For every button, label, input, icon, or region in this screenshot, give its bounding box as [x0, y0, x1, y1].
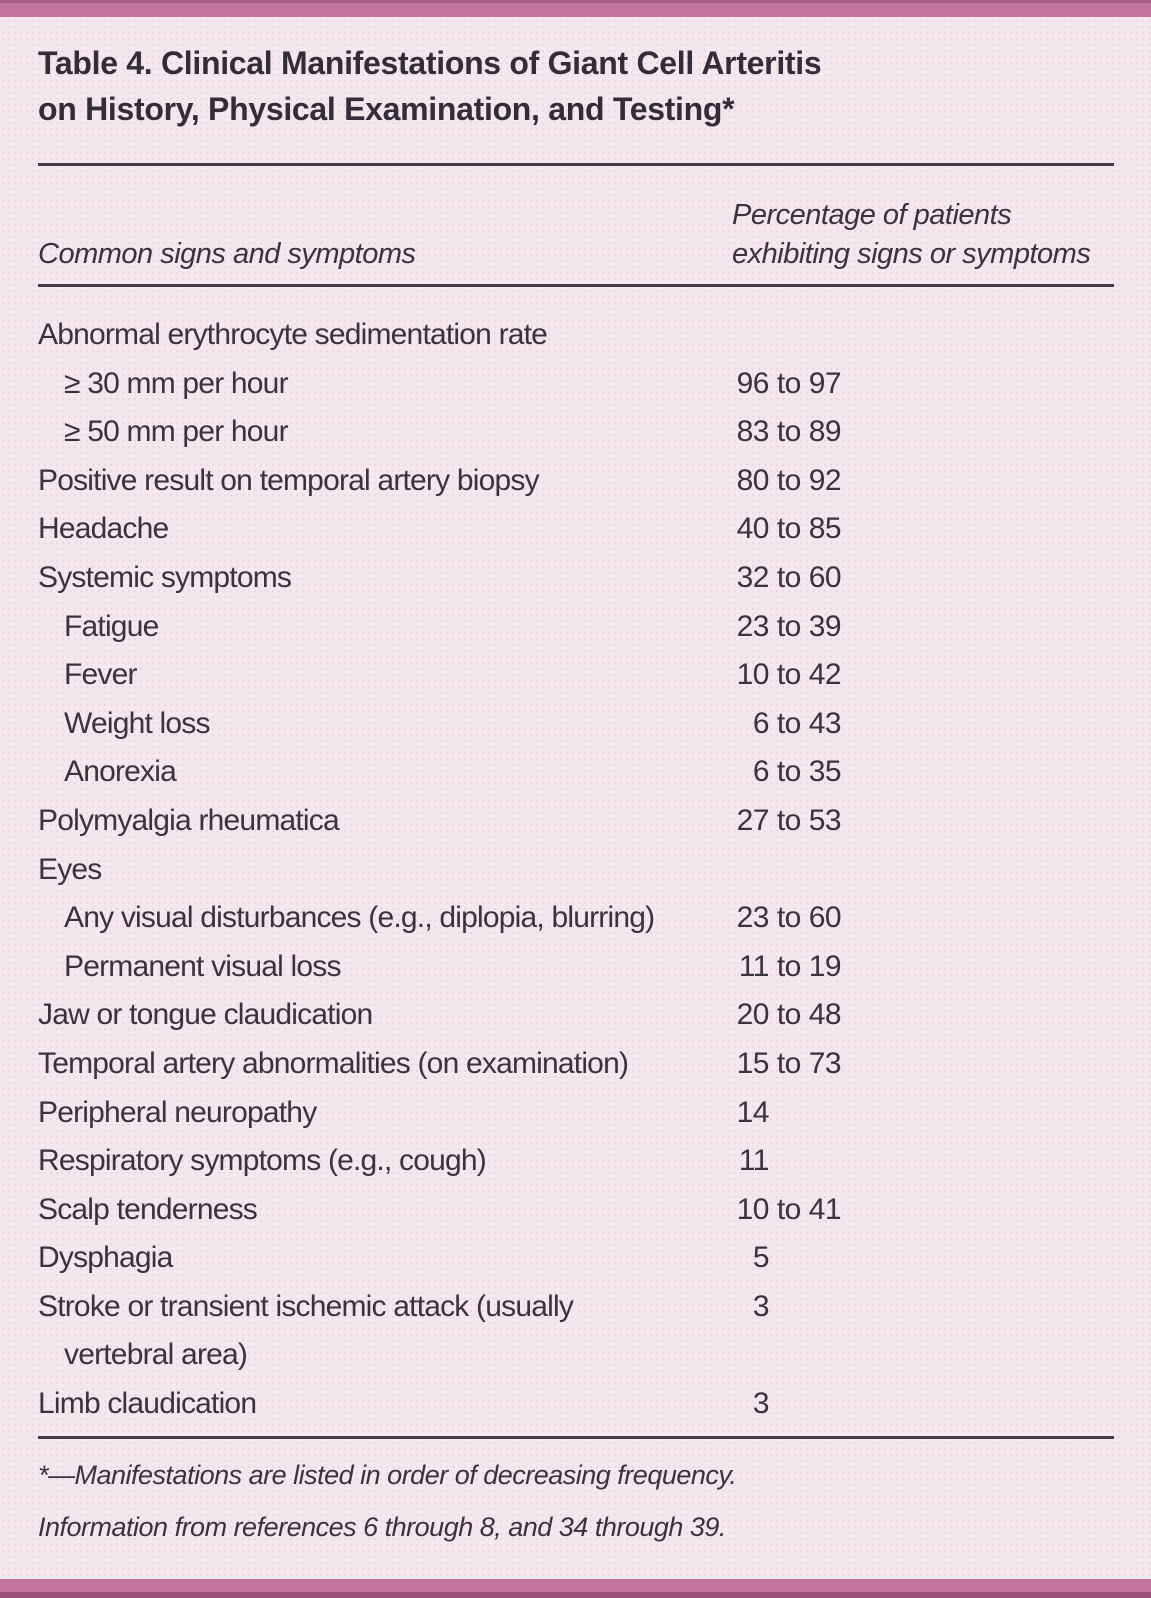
header-bottom-rule — [38, 284, 1114, 287]
table-row — [38, 846, 1114, 895]
row-value-from: 96 — [736, 366, 769, 400]
row-value-to: to 35 — [769, 755, 842, 789]
row-label-line1: Positive result on temporal artery biopsy — [38, 463, 539, 497]
row-value — [732, 603, 1114, 652]
row-value-from: 15 — [736, 1046, 769, 1080]
row-label — [38, 651, 732, 700]
row-label — [38, 457, 732, 506]
row-label — [38, 700, 732, 749]
row-value-to: to 43 — [769, 706, 842, 740]
row-label-line1: Headache — [38, 512, 169, 546]
row-value-to: to 53 — [769, 803, 842, 837]
row-label-line1: ≥ 30 mm per hour — [64, 366, 288, 400]
table-row — [38, 360, 1114, 409]
row-label-line1: Polymyalgia rheumatica — [38, 803, 339, 837]
row-value-from: 32 — [736, 560, 769, 594]
row-label-line1: Fatigue — [64, 609, 159, 643]
row-label — [38, 1186, 732, 1235]
row-value-to: to 97 — [769, 366, 842, 400]
row-value — [732, 505, 1114, 554]
row-label-line2: vertebral area) — [64, 1338, 248, 1372]
row-label-line1: Fever — [64, 658, 137, 692]
row-label — [38, 603, 732, 652]
row-value — [732, 554, 1114, 603]
column-header-signs: Common signs and symptoms — [38, 238, 416, 270]
row-value — [732, 991, 1114, 1040]
row-value — [732, 943, 1114, 992]
row-value-from: 23 — [736, 609, 769, 643]
row-label-line1: Limb claudication — [38, 1387, 257, 1421]
row-value-to: to 19 — [769, 949, 842, 983]
row-label-line1: Any visual disturbances (e.g., diplopia, blurring) — [64, 901, 655, 935]
table-row — [38, 748, 1114, 797]
row-value-from: 40 — [736, 512, 769, 546]
row-value — [732, 651, 1114, 700]
row-label — [38, 991, 732, 1040]
table-row — [38, 1283, 1114, 1380]
row-label — [38, 311, 732, 360]
table-row — [38, 603, 1114, 652]
table-row — [38, 700, 1114, 749]
footnote-references: Information from references 6 through 8, and 34 through 39. — [38, 1512, 726, 1542]
table-title-line2: on History, Physical Examination, and Testing* — [38, 91, 735, 127]
row-label-line1: Temporal artery abnormalities (on examination) — [38, 1046, 629, 1080]
header-top-rule — [38, 163, 1114, 166]
footnote-manifestations: *—Manifestations are listed in order of decreasing frequency. — [38, 1460, 737, 1490]
row-value-to: to 48 — [769, 998, 842, 1032]
row-label — [38, 554, 732, 603]
row-value-from: 11 — [738, 1144, 769, 1178]
row-label — [38, 1137, 732, 1186]
row-value-to: to 41 — [769, 1192, 842, 1226]
row-label-line1: Weight loss — [64, 706, 210, 740]
row-value-to: to 85 — [769, 512, 842, 546]
row-value-from: 10 — [736, 1192, 769, 1226]
row-value-to: to 73 — [769, 1046, 842, 1080]
row-value — [732, 1234, 1114, 1283]
footer-rule — [38, 1436, 1114, 1439]
row-value-from: 20 — [736, 998, 769, 1032]
row-label — [38, 1234, 732, 1283]
row-label — [38, 797, 732, 846]
row-label — [38, 894, 732, 943]
row-value-to: to 92 — [769, 463, 842, 497]
row-value — [732, 797, 1114, 846]
row-value — [732, 1089, 1114, 1138]
column-headers — [38, 196, 1114, 274]
row-label-line1: Jaw or tongue claudication — [38, 998, 373, 1032]
row-value-from: 3 — [752, 1289, 769, 1323]
row-label — [38, 505, 732, 554]
row-value — [732, 1283, 1114, 1380]
table-row — [38, 1040, 1114, 1089]
row-label — [38, 1380, 732, 1429]
row-value — [732, 1040, 1114, 1089]
row-value-from: 83 — [736, 415, 769, 449]
row-value — [732, 1186, 1114, 1235]
row-label-line1: Peripheral neuropathy — [38, 1095, 317, 1129]
row-value-from: 5 — [752, 1241, 769, 1275]
table-row — [38, 894, 1114, 943]
row-value-from: 27 — [736, 803, 769, 837]
row-label-line1: Scalp tenderness — [38, 1192, 258, 1226]
row-value-from: 3 — [752, 1387, 769, 1421]
table-row — [38, 311, 1114, 360]
row-label — [38, 1089, 732, 1138]
table-row — [38, 991, 1114, 1040]
row-value — [732, 408, 1114, 457]
table-row — [38, 1186, 1114, 1235]
row-label — [38, 748, 732, 797]
row-label — [38, 943, 732, 992]
table-rows — [38, 311, 1114, 1429]
table-row — [38, 797, 1114, 846]
row-label — [38, 846, 732, 895]
row-value-to: to 89 — [769, 415, 842, 449]
row-value-from: 11 — [738, 949, 769, 983]
row-label — [38, 408, 732, 457]
row-label — [38, 1283, 732, 1380]
row-value-from: 80 — [736, 463, 769, 497]
row-label-line1: Abnormal erythrocyte sedimentation rate — [38, 318, 548, 351]
row-value-to: to 39 — [769, 609, 842, 643]
table-title-line1: Table 4. Clinical Manifestations of Giant Cell Arteritis — [38, 45, 822, 81]
footnotes — [38, 1449, 1114, 1553]
table-row — [38, 408, 1114, 457]
table-row — [38, 1137, 1114, 1186]
row-label-line1: ≥ 50 mm per hour — [64, 415, 288, 449]
table-title — [38, 40, 1114, 132]
row-label-line1: Respiratory symptoms (e.g., cough) — [38, 1144, 486, 1178]
row-value — [732, 894, 1114, 943]
table-row — [38, 1380, 1114, 1429]
row-value — [732, 1137, 1114, 1186]
row-value — [732, 846, 1114, 895]
row-value-from: 14 — [736, 1095, 769, 1129]
row-label-line1: Systemic symptoms — [38, 560, 292, 594]
row-value-from: 23 — [736, 901, 769, 935]
row-label-line1: Dysphagia — [38, 1241, 173, 1275]
table-row — [38, 1089, 1114, 1138]
row-value-to: to 60 — [769, 901, 842, 935]
row-label-line1: Eyes — [38, 852, 102, 886]
row-value — [732, 311, 1114, 360]
column-header-percentage — [732, 196, 1114, 274]
table-row — [38, 505, 1114, 554]
row-value-to: to 60 — [769, 560, 842, 594]
top-accent-bar — [0, 0, 1151, 17]
row-value-to: to 42 — [769, 658, 842, 692]
row-value-from: 6 — [752, 755, 769, 789]
bottom-accent-bar — [0, 1579, 1151, 1598]
row-label-line1: Anorexia — [64, 755, 177, 789]
row-value — [732, 1380, 1114, 1429]
row-value — [732, 748, 1114, 797]
table-row — [38, 457, 1114, 506]
row-value-from: 6 — [752, 706, 769, 740]
table-row — [38, 651, 1114, 700]
row-label — [38, 360, 732, 409]
row-value — [732, 360, 1114, 409]
table-row — [38, 943, 1114, 992]
table-row — [38, 1234, 1114, 1283]
table-row — [38, 554, 1114, 603]
row-label-line1: Stroke or transient ischemic attack (usually — [38, 1289, 574, 1323]
column-header-percentage-line2: exhibiting signs or symptoms — [732, 238, 1091, 270]
row-value — [732, 700, 1114, 749]
column-header-percentage-line1: Percentage of patients — [732, 199, 1012, 231]
row-label-line1: Permanent visual loss — [64, 949, 341, 983]
row-value — [732, 457, 1114, 506]
row-value-from: 10 — [736, 658, 769, 692]
row-label — [38, 1040, 732, 1089]
